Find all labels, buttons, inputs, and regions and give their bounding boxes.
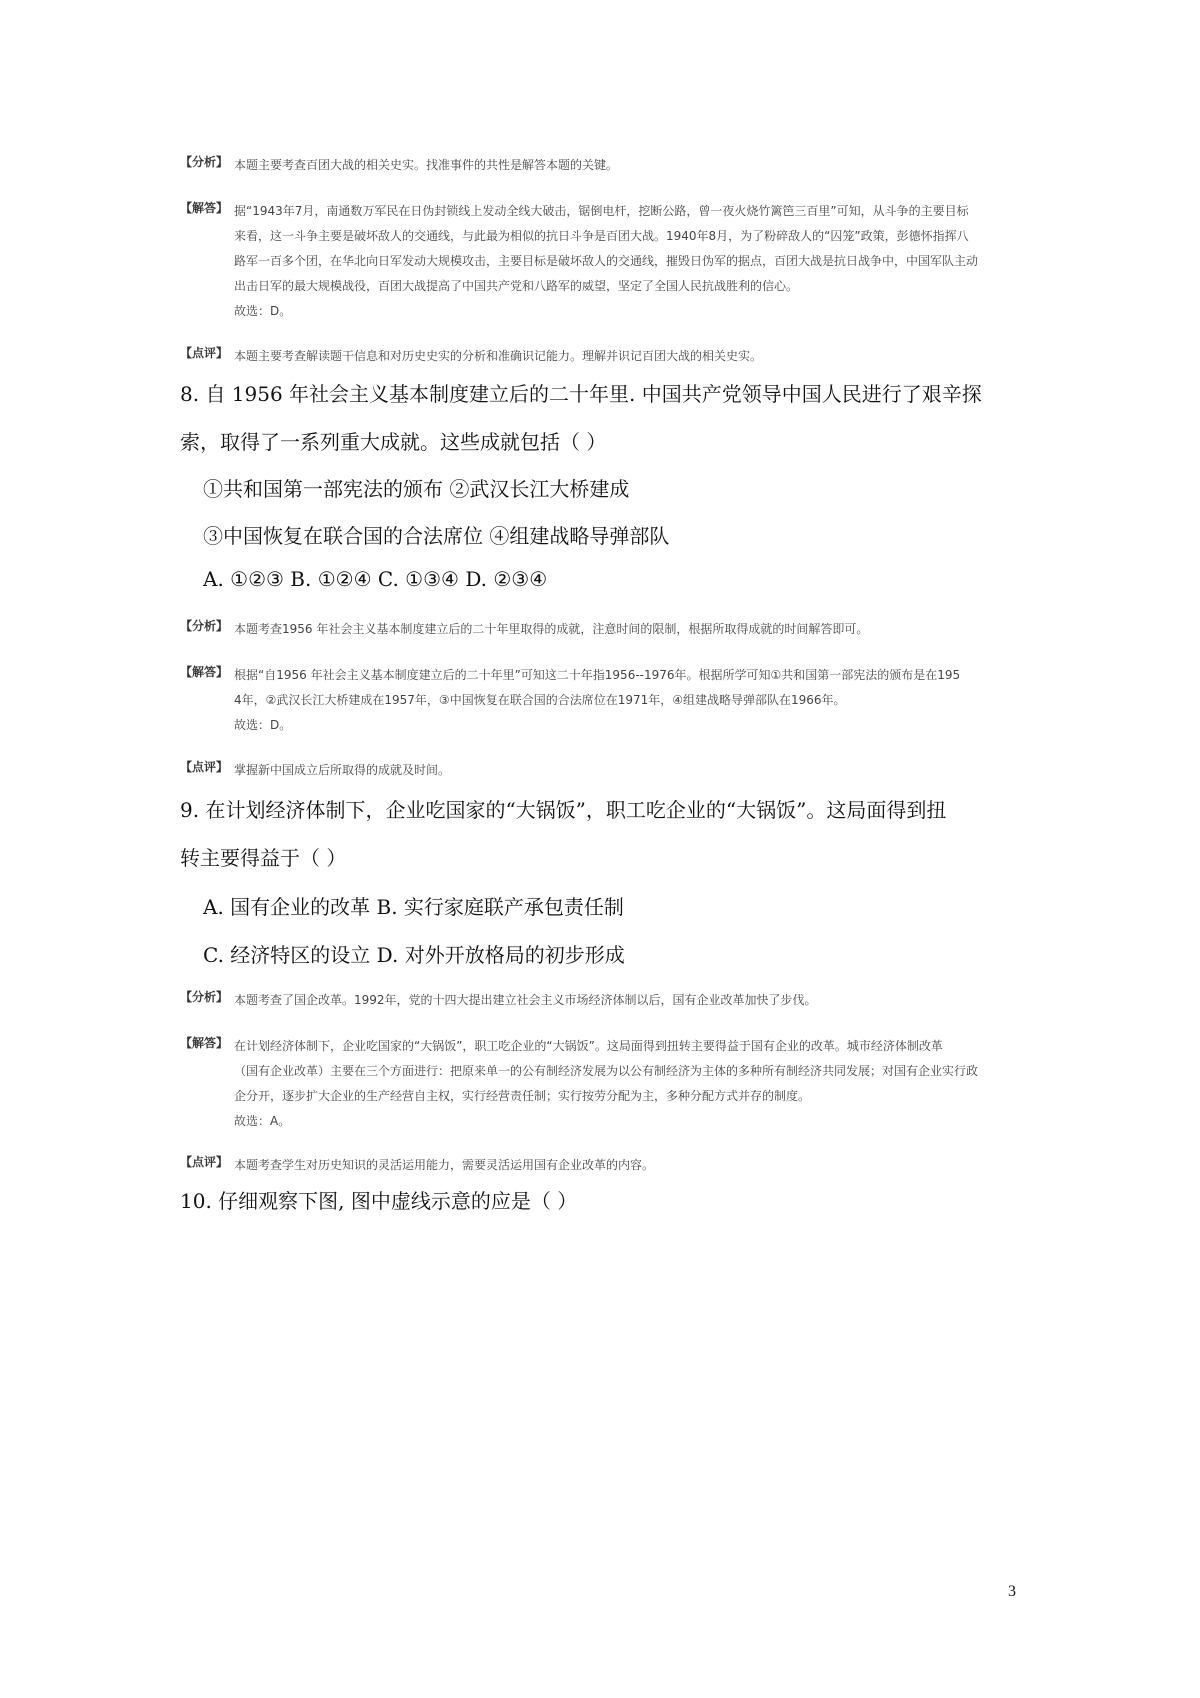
analysis-tag: 【分析】 bbox=[180, 619, 229, 633]
answer-tag: 【解答】 bbox=[180, 665, 229, 679]
q8-answer bbox=[180, 663, 1140, 738]
answer-line: （国有企业改革）主要在三个方面进行：把原来单一的公有制经济发展为以公有制经济为主体的多种所有制经济共同发展；对国有企业实行政 bbox=[234, 1064, 979, 1078]
q8-items-line: ③中国恢复在联合国的合法席位 ④组建战略导弹部队 bbox=[203, 524, 670, 548]
analysis-text: 本题考查了国企改革。1992年，党的十四大提出建立社会主义市场经济体制以后，国有企业改革加快了步伐。 bbox=[234, 993, 817, 1007]
answer-line: 在计划经济体制下，企业吃国家的“大锅饭”，职工吃企业的“大锅饭”。这局面得到扭转主要得益于国有企业的改革。城市经济体制改革 bbox=[234, 1039, 943, 1053]
q8-items-line: ①共和国第一部宪法的颁布 ②武汉长江大桥建成 bbox=[203, 477, 630, 501]
analysis-text: 本题考查1956 年社会主义基本制度建立后的二十年里取得的成就，注意时间的限制，根据所取得成就的时间解答即可。 bbox=[234, 622, 869, 636]
q7-analysis bbox=[180, 153, 1140, 178]
q9-stem-line: 9. 在计划经济体制下，企业吃国家的“大锅饭”，职工吃企业的“大锅饭”。这局面得到扭 bbox=[180, 798, 947, 822]
answer-tag: 【解答】 bbox=[180, 1036, 229, 1050]
comment-tag: 【点评】 bbox=[180, 760, 229, 774]
answer-line: 企分开，逐步扩大企业的生产经营自主权，实行经营责任制；实行按劳分配为主，多种分配方式并存的制度。 bbox=[234, 1089, 811, 1103]
answer-line: 故选：A。 bbox=[234, 1114, 291, 1128]
comment-text: 本题主要考查解读题干信息和对历史史实的分析和准确识记能力。理解并识记百团大战的相关史实。 bbox=[234, 349, 763, 363]
q8-options: A. ①②③ B. ①②④ C. ①③④ D. ②③④ bbox=[203, 567, 548, 591]
q8-analysis bbox=[180, 617, 1140, 642]
q7-answer bbox=[180, 199, 1140, 324]
analysis-tag: 【分析】 bbox=[180, 990, 229, 1004]
comment-text: 掌握新中国成立后所取得的成就及时间。 bbox=[234, 763, 451, 777]
answer-line: 故选：D。 bbox=[234, 304, 292, 318]
comment-tag: 【点评】 bbox=[180, 346, 229, 360]
answer-line: 4年，②武汉长江大桥建成在1957年，③中国恢复在联合国的合法席位在1971年，④组建战略导弹部队在1966年。 bbox=[234, 693, 846, 707]
q9-options-line: C. 经济特区的设立 D. 对外开放格局的初步形成 bbox=[203, 943, 625, 967]
analysis-tag: 【分析】 bbox=[180, 155, 229, 169]
answer-line: 根据“自1956 年社会主义基本制度建立后的二十年里”可知这二十年指1956--1976年。根据所学可知①共和国第一部宪法的颁布是在195 bbox=[234, 668, 961, 682]
answer-line: 据“1943年7月，南通数万军民在日伪封锁线上发动全线大破击，锯倒电杆，挖断公路，曾一夜火烧竹篱笆三百里”可知，从斗争的主要目标 bbox=[234, 204, 969, 218]
q9-comment bbox=[180, 1153, 1140, 1178]
q9-stem-line: 转主要得益于（ ） bbox=[180, 846, 347, 870]
q10-stem: 10. 仔细观察下图, 图中虚线示意的应是（ ） bbox=[180, 1189, 578, 1213]
page-number: 3 bbox=[1008, 1583, 1016, 1600]
analysis-text: 本题主要考查百团大战的相关史实。找准事件的共性是解答本题的关键。 bbox=[234, 158, 619, 172]
q8-comment bbox=[180, 758, 1140, 783]
answer-line: 来看，这一斗争主要是破坏敌人的交通线，与此最为相似的抗日斗争是百团大战。1940年8月，为了粉碎敌人的“囚笼”政策，彭德怀指挥八 bbox=[234, 229, 969, 243]
answer-tag: 【解答】 bbox=[180, 201, 229, 215]
answer-line: 路军一百多个团，在华北向日军发动大规模攻击，主要目标是破坏敌人的交通线，摧毁日伪军的据点，百团大战是抗日战争中，中国军队主动 bbox=[234, 254, 979, 268]
q8-stem-line: 索，取得了一系列重大成就。这些成就包括（ ） bbox=[180, 430, 607, 454]
comment-text: 本题考查学生对历史知识的灵活运用能力，需要灵活运用国有企业改革的内容。 bbox=[234, 1158, 655, 1172]
answer-line: 出击日军的最大规模战役，百团大战提高了中国共产党和八路军的威望，坚定了全国人民抗战胜利的信心。 bbox=[234, 279, 799, 293]
comment-tag: 【点评】 bbox=[180, 1155, 229, 1169]
q9-analysis bbox=[180, 988, 1140, 1013]
q8-stem-line: 8. 自 1956 年社会主义基本制度建立后的二十年里. 中国共产党领导中国人民进行了艰辛探 bbox=[180, 382, 982, 406]
q7-comment bbox=[180, 344, 1140, 369]
q9-options-line: A. 国有企业的改革 B. 实行家庭联产承包责任制 bbox=[203, 895, 624, 919]
answer-line: 故选：D。 bbox=[234, 718, 292, 732]
q9-answer bbox=[180, 1034, 1140, 1134]
